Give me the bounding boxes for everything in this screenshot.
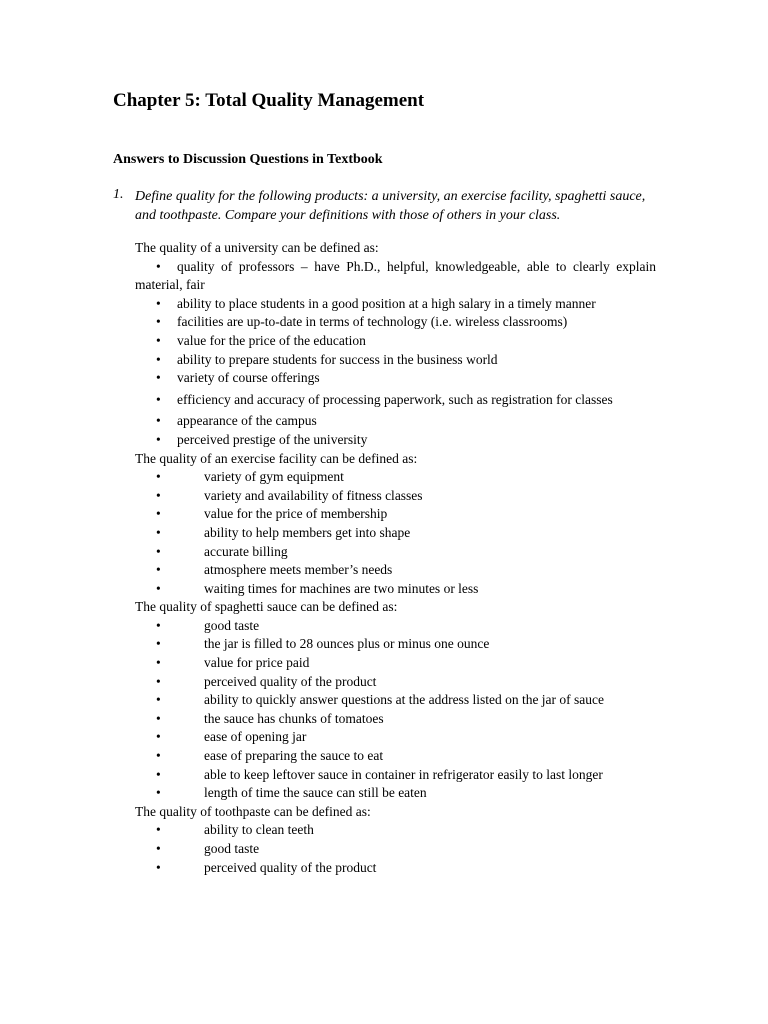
list-item xyxy=(135,691,656,710)
list-item xyxy=(135,369,656,388)
bullet-icon: • xyxy=(156,859,161,875)
bullet-icon: • xyxy=(156,332,161,348)
list-item xyxy=(135,524,656,543)
section-subtitle: Answers to Discussion Questions in Textbook xyxy=(113,152,383,167)
bullet-icon: • xyxy=(156,673,161,689)
list-item-text: ability to prepare students for success in the business world xyxy=(177,351,498,367)
list-item xyxy=(135,351,656,370)
question-number: 1. xyxy=(113,187,124,202)
list-item xyxy=(135,654,656,673)
list-item xyxy=(135,728,656,747)
list-item-text: facilities are up-to-date in terms of technology (i.e. wireless classrooms) xyxy=(177,314,568,330)
bullet-icon: • xyxy=(156,295,161,311)
list-item-text: variety and availability of fitness classes xyxy=(204,487,423,503)
list-item-text: ability to clean teeth xyxy=(204,822,314,838)
bullet-icon: • xyxy=(156,729,161,745)
list-item-text: perceived quality of the product xyxy=(204,859,377,875)
list-item xyxy=(135,840,656,859)
bullet-icon: • xyxy=(156,841,161,856)
list-item xyxy=(135,258,656,295)
list-item xyxy=(135,673,656,692)
list-item xyxy=(135,313,656,332)
bullet-icon: • xyxy=(156,766,161,782)
list-item-text: ability to quickly answer questions at the address listed on the jar of sauce xyxy=(204,692,605,708)
bullet-icon: • xyxy=(156,562,161,578)
chapter-title: Chapter 5: Total Quality Management xyxy=(113,90,425,111)
bullet-list xyxy=(135,468,656,598)
list-item xyxy=(135,332,656,351)
list-item xyxy=(135,747,656,766)
list-item xyxy=(135,295,656,314)
list-item-text: atmosphere meets member’s needs xyxy=(204,562,393,578)
list-item-text: perceived quality of the product xyxy=(204,673,377,689)
list-item-text: appearance of the campus xyxy=(177,413,317,429)
section-intro: The quality of toothpaste can be defined as: xyxy=(135,803,371,819)
list-item-text: efficiency and accuracy of processing paperwork, such as registration for classes xyxy=(177,391,613,407)
list-item-text: quality of professors – have Ph.D., helpful, knowledgeable, able to clearly explain material, fair xyxy=(135,258,656,293)
list-item-text: the sauce has chunks of tomatoes xyxy=(204,710,384,726)
bullet-icon: • xyxy=(156,524,161,540)
list-item xyxy=(135,543,656,562)
list-item xyxy=(135,635,656,654)
list-item xyxy=(135,391,656,410)
list-item xyxy=(135,580,656,599)
list-item-text: value for price paid xyxy=(204,655,310,671)
list-item xyxy=(135,617,656,636)
list-item-text: ease of opening jar xyxy=(204,729,307,745)
list-item-text: able to keep leftover sauce in container in refrigerator easily to last longer xyxy=(204,766,603,782)
question-text: Define quality for the following products: a university, an exercise facility, spaghetti sauce, and toothpaste. Compare your definitions with those of others in your class. xyxy=(135,189,646,223)
list-item-text: variety of gym equipment xyxy=(204,469,344,485)
list-item-text: length of time the sauce can still be eaten xyxy=(204,785,427,801)
list-item xyxy=(135,859,656,878)
list-item xyxy=(135,561,656,580)
list-item-text: value for the price of membership xyxy=(204,506,388,522)
bullet-icon: • xyxy=(156,580,161,596)
bullet-icon: • xyxy=(156,370,161,386)
bullet-list xyxy=(135,617,656,803)
bullet-icon: • xyxy=(156,822,161,838)
bullet-icon: • xyxy=(156,469,161,485)
bullet-icon: • xyxy=(156,785,161,801)
list-item xyxy=(135,468,656,487)
list-item xyxy=(135,784,656,803)
list-item xyxy=(135,412,656,431)
bullet-icon: • xyxy=(156,655,161,671)
list-item-text: variety of course offerings xyxy=(177,370,320,386)
bullet-icon: • xyxy=(156,431,161,447)
bullet-icon: • xyxy=(156,351,161,367)
bullet-icon: • xyxy=(156,543,161,559)
list-item-text: waiting times for machines are two minutes or less xyxy=(204,580,479,596)
bullet-list xyxy=(135,821,656,877)
bullet-icon: • xyxy=(156,487,161,503)
bullet-icon: • xyxy=(156,314,161,330)
list-item-text: accurate billing xyxy=(204,543,288,559)
list-item xyxy=(135,766,656,785)
list-item-text: ease of preparing the sauce to eat xyxy=(204,748,384,764)
bullet-icon: • xyxy=(156,710,161,726)
section-intro: The quality of a university can be defined as: xyxy=(135,240,379,255)
list-item-text: ability to help members get into shape xyxy=(204,524,411,540)
bullet-icon: • xyxy=(156,506,161,522)
list-item xyxy=(135,487,656,506)
bullet-icon: • xyxy=(156,617,161,633)
section-intro: The quality of an exercise facility can be defined as: xyxy=(135,450,418,466)
list-item-text: value for the price of the education xyxy=(177,332,366,348)
list-item xyxy=(135,710,656,729)
bullet-list xyxy=(135,258,656,450)
bullet-icon: • xyxy=(156,748,161,764)
list-item xyxy=(135,821,656,840)
list-item-text: perceived prestige of the university xyxy=(177,431,368,447)
list-item-text: good taste xyxy=(204,841,260,856)
bullet-icon: • xyxy=(156,636,161,652)
answer-content xyxy=(135,239,656,877)
list-item xyxy=(135,505,656,524)
list-item-text: good taste xyxy=(204,617,260,633)
bullet-icon: • xyxy=(156,413,161,429)
bullet-icon: • xyxy=(156,692,161,708)
list-item xyxy=(135,431,656,450)
list-item-text: ability to place students in a good position at a high salary in a timely manner xyxy=(177,295,596,311)
bullet-icon: • xyxy=(156,258,161,274)
section-intro: The quality of spaghetti sauce can be defined as: xyxy=(135,599,398,615)
list-item-text: the jar is filled to 28 ounces plus or minus one ounce xyxy=(204,636,490,652)
bullet-icon: • xyxy=(156,391,161,407)
